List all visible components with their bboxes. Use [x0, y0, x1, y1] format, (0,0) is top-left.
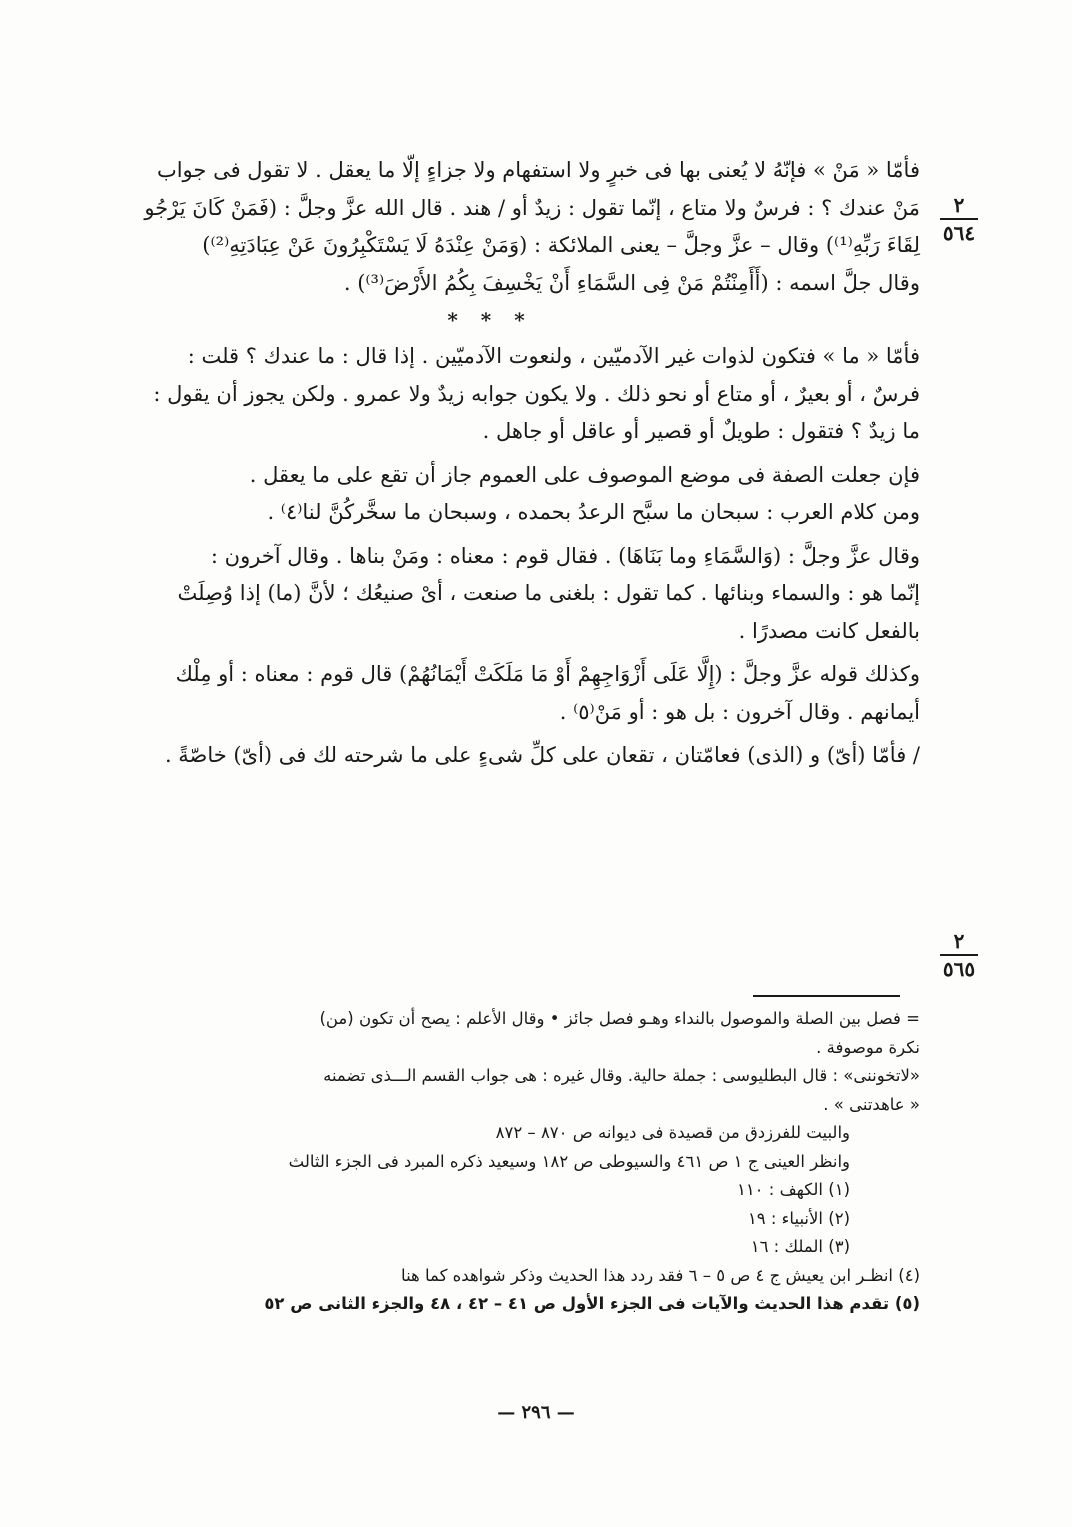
footnote-item: (٤) انظـر ابن يعيش ج ٤ ص ٥ – ٦ فقد ردد هذا الحديث وذكر شواهده كما هنا [401, 1265, 920, 1285]
page-number: — ٢٩٦ — [497, 1402, 575, 1423]
text-line: فأمّا « مَنْ » فإنّهُ لا يُعنى بها فى خبرٍ ولا استفهام ولا جزاءٍ إلّا ما يعقل . لا تقول فى جواب [156, 158, 920, 182]
text-line: أيمانهم . وقال آخرون : بل هو : أو مَنْ⁽٥⁾ . [559, 699, 920, 724]
footnote-line: = فصل بين الصلة والموصول بالنداء وهـو فصل جائز • وقال الأعلم : يصح أن تكون (من) [319, 1009, 920, 1028]
margin-volume: ٢ [940, 930, 978, 956]
text-line: لِقَاءَ رَبِّهِ⁽¹⁾) وقال – عزَّ وجلَّ – يعنى الملائكة : (وَمَنْ عِنْدَهُ لَا يَسْتَكْبِرُونَ عَنْ عِبَادَتِهِ⁽²⁾) [202, 233, 920, 257]
text-line: / فأمّا (أىّ) و (الذى) فعامّتان ، تقعان على كلِّ شىءٍ على ما شرحته لك فى (أىّ) خاصّةً . [164, 743, 920, 767]
footnotes [60, 1005, 920, 1319]
footnote-item: (١) الكهف : ١١٠ [736, 1180, 850, 1199]
text-line: وكذلك قوله عزَّ وجلَّ : (إِلَّا عَلَى أَزْوَاجِهِمْ أَوْ مَا مَلَكَتْ أَيْمَانُهُمْ) قال قوم : معناه : أو مِلْك [175, 662, 920, 686]
footnote-item: (٥) تقدم هذا الحديث والآيات فى الجزء الأول ص ٤١ – ٤٢ ، ٤٨ والجزء الثانى ص ٥٢ [264, 1294, 920, 1313]
margin-reference [940, 194, 978, 246]
text-line: مَنْ عندك ؟ : فرسٌ ولا متاع ، إنّما تقول : زيدٌ أو / هند . قال الله عزَّ وجلَّ : (فَمَنْ كَانَ يَرْجُو [144, 195, 920, 220]
footnote-line: «لاتخوننى» : قال البطليوسى : جملة حالية. وقال غيره : هى جواب القسم الـــذى تضمنه [323, 1066, 920, 1085]
footnote-line: « عاهدتنى » . [823, 1094, 920, 1114]
text-line: وقال عزَّ وجلَّ : (وَالسَّمَاءِ وما بَنَاهَا) . فقال قوم : معناه : ومَنْ بناها . وقال آخرون : [210, 543, 920, 568]
text-line: فرسٌ ، أو بعيرٌ ، أو متاع أو نحو ذلك . ولا يكون جوابه زيدٌ ولا عمرو . ولكن يجوز أن يقول : [153, 381, 920, 406]
text-line: ما زيدٌ ؟ فتقول : طويلٌ أو قصير أو عاقل أو جاهل . [482, 419, 920, 443]
margin-page: ٥٦٥ [942, 957, 976, 981]
main-text [60, 152, 920, 775]
text-line: فأمّا « ما » فتكون لذوات غير الآدميّين ، ولنعوت الآدميّين . إذا قال : ما عندك ؟ قلت : [187, 344, 920, 368]
section-separator: * * * [447, 308, 533, 332]
footnote-line: نكرة موصوفة . [816, 1037, 920, 1057]
margin-reference [940, 930, 978, 982]
footnote-divider [753, 995, 900, 997]
text-line: وقال جلَّ اسمه : (أَأَمِنْتُمْ مَنْ فِى السَّمَاءِ أَنْ يَخْسِفَ بِكُمُ الأَرْضَ⁽³⁾) . [343, 270, 920, 295]
footnote-line: وانظر العينى ج ١ ص ٤٦١ والسيوطى ص ١٨٢ وسيعيد ذكره المبرد فى الجزء الثالث [288, 1151, 850, 1171]
footnote-line: والبيت للفرزدق من قصيدة فى ديوانه ص ٨٧٠ – ٨٧٢ [495, 1123, 850, 1142]
text-line: ومن كلام العرب : سبحان ما سبَّح الرعدُ بحمده ، وسبحان ما سخَّركُنَّ لنا⁽٤⁾ . [267, 500, 920, 524]
margin-volume: ٢ [940, 194, 978, 220]
text-line: إنّما هو : والسماء وبنائها . كما تقول : بلغنى ما صنعت ، أىْ صنيعُك ؛ لأنَّ (ما) إذا وُصِلَتْ [177, 581, 920, 605]
margin-page: ٥٦٤ [942, 221, 976, 245]
text-line: بالفعل كانت مصدرًا . [738, 618, 920, 643]
footnote-item: (٣) الملك : ١٦ [750, 1237, 850, 1256]
text-line: فإن جعلت الصفة فى موضع الموصوف على العموم جاز أن تقع على ما يعقل . [249, 462, 920, 487]
footnote-item: (٢) الأنبياء : ١٩ [747, 1208, 850, 1228]
